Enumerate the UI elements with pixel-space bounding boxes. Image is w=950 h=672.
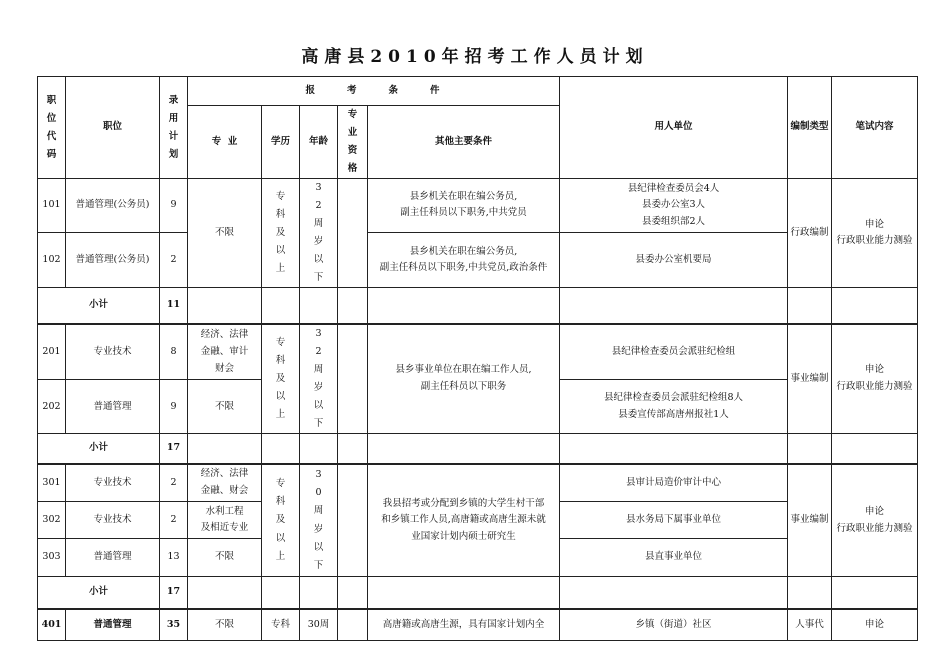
row-education: 专科	[262, 609, 300, 641]
header-quota: 录用计划	[160, 77, 188, 179]
row-other: 我县招考或分配到乡镇的大学生村干部 和乡镇工作人员,高唐籍或高唐生源未就 业国家计划内硕士研究生	[368, 464, 560, 577]
header-staffing: 编制类型	[788, 77, 832, 179]
row-major: 不限	[188, 609, 262, 641]
row-position: 普通管理(公务员)	[66, 232, 160, 288]
row-staffing: 事业编制	[788, 324, 832, 434]
row-quota: 2	[160, 502, 188, 539]
row-age: 30周岁以下	[300, 464, 338, 577]
subtotal-quota: 11	[160, 288, 188, 324]
header-education: 学历	[262, 106, 300, 179]
row-code: 401	[38, 609, 66, 641]
row-quota: 2	[160, 232, 188, 288]
row-code: 301	[38, 464, 66, 502]
row-quota: 35	[160, 609, 188, 641]
subtotal-label: 小计	[38, 288, 160, 324]
row-position: 普通管理	[66, 380, 160, 434]
row-position: 普通管理	[66, 539, 160, 577]
row-position: 普通管理(公务员)	[66, 179, 160, 233]
row-age: 32周岁以下	[300, 179, 338, 288]
row-exam: 申论 行政职业能力测验	[832, 464, 918, 577]
row-other: 高唐籍或高唐生源，具有国家计划内全	[368, 609, 560, 641]
header-qualification: 专业资格	[338, 106, 368, 179]
row-quota: 13	[160, 539, 188, 577]
header-age: 年龄	[300, 106, 338, 179]
header-code: 职位代码	[38, 77, 66, 179]
table-row	[38, 179, 918, 233]
header-position: 职位	[66, 77, 160, 179]
row-quota: 9	[160, 179, 188, 233]
header-employer: 用人单位	[560, 77, 788, 179]
row-qualification	[338, 179, 368, 288]
row-code: 202	[38, 380, 66, 434]
row-position: 普通管理	[66, 609, 160, 641]
row-quota: 2	[160, 464, 188, 502]
row-employer: 县审计局造价审计中心	[560, 464, 788, 502]
row-major: 经济、法律 金融、财会	[188, 464, 262, 502]
row-employer: 县纪律检查委员会派驻纪检组8人 县委宣传部高唐州报社1人	[560, 380, 788, 434]
row-age: 30周	[300, 609, 338, 641]
row-position: 专业技术	[66, 324, 160, 380]
row-employer: 县委办公室机要局	[560, 232, 788, 288]
subtotal-row	[38, 288, 918, 324]
row-code: 201	[38, 324, 66, 380]
row-staffing: 人事代	[788, 609, 832, 641]
row-employer: 县水务局下属事业单位	[560, 502, 788, 539]
subtotal-label: 小计	[38, 434, 160, 464]
row-employer: 县纪律检查委员会4人 县委办公室3人 县委组织部2人	[560, 179, 788, 233]
row-other: 县乡事业单位在职在编工作人员, 副主任科员以下职务	[368, 324, 560, 434]
row-exam: 申论 行政职业能力测验	[832, 324, 918, 434]
row-other: 县乡机关在职在编公务员, 副主任科员以下职务,中共党员	[368, 179, 560, 233]
row-quota: 8	[160, 324, 188, 380]
row-position: 专业技术	[66, 502, 160, 539]
subtotal-quota: 17	[160, 577, 188, 609]
row-staffing: 事业编制	[788, 464, 832, 577]
subtotal-row	[38, 434, 918, 464]
row-major: 水利工程 及相近专业	[188, 502, 262, 539]
table-row	[38, 324, 918, 380]
row-qualification	[338, 464, 368, 577]
row-code: 303	[38, 539, 66, 577]
row-employer: 乡镇（街道）社区	[560, 609, 788, 641]
header-major: 专 业	[188, 106, 262, 179]
table-row	[38, 232, 918, 288]
recruitment-plan-table	[37, 76, 918, 641]
subtotal-label: 小计	[38, 577, 160, 609]
row-quota: 9	[160, 380, 188, 434]
row-qualification	[338, 609, 368, 641]
subtotal-quota: 17	[160, 434, 188, 464]
row-position: 专业技术	[66, 464, 160, 502]
row-major: 不限	[188, 380, 262, 434]
row-staffing: 行政编制	[788, 179, 832, 288]
table-row	[38, 464, 918, 502]
row-major: 不限	[188, 539, 262, 577]
row-other: 县乡机关在职在编公务员, 副主任科员以下职务,中共党员,政治条件	[368, 232, 560, 288]
page-title: 高唐县2010年招考工作人员计划	[301, 47, 649, 67]
table-row	[38, 609, 918, 641]
row-major: 不限	[188, 179, 262, 288]
row-employer: 县直事业单位	[560, 539, 788, 577]
header-other: 其他主要条件	[368, 106, 560, 179]
header-exam: 笔试内容	[832, 77, 918, 179]
row-code: 302	[38, 502, 66, 539]
row-exam: 申论 行政职业能力测验	[832, 179, 918, 288]
row-age: 32周岁以下	[300, 324, 338, 434]
row-qualification	[338, 324, 368, 434]
row-education: 专科及以上	[262, 464, 300, 577]
subtotal-row	[38, 577, 918, 609]
row-employer: 县纪律检查委员会派驻纪检组	[560, 324, 788, 380]
header-requirements: 报考条件	[188, 77, 560, 106]
row-major: 经济、法律 金融、审计 财会	[188, 324, 262, 380]
row-education: 专科及以上	[262, 324, 300, 434]
row-code: 102	[38, 232, 66, 288]
row-code: 101	[38, 179, 66, 233]
row-exam: 申论	[832, 609, 918, 641]
row-education: 专科及以上	[262, 179, 300, 288]
